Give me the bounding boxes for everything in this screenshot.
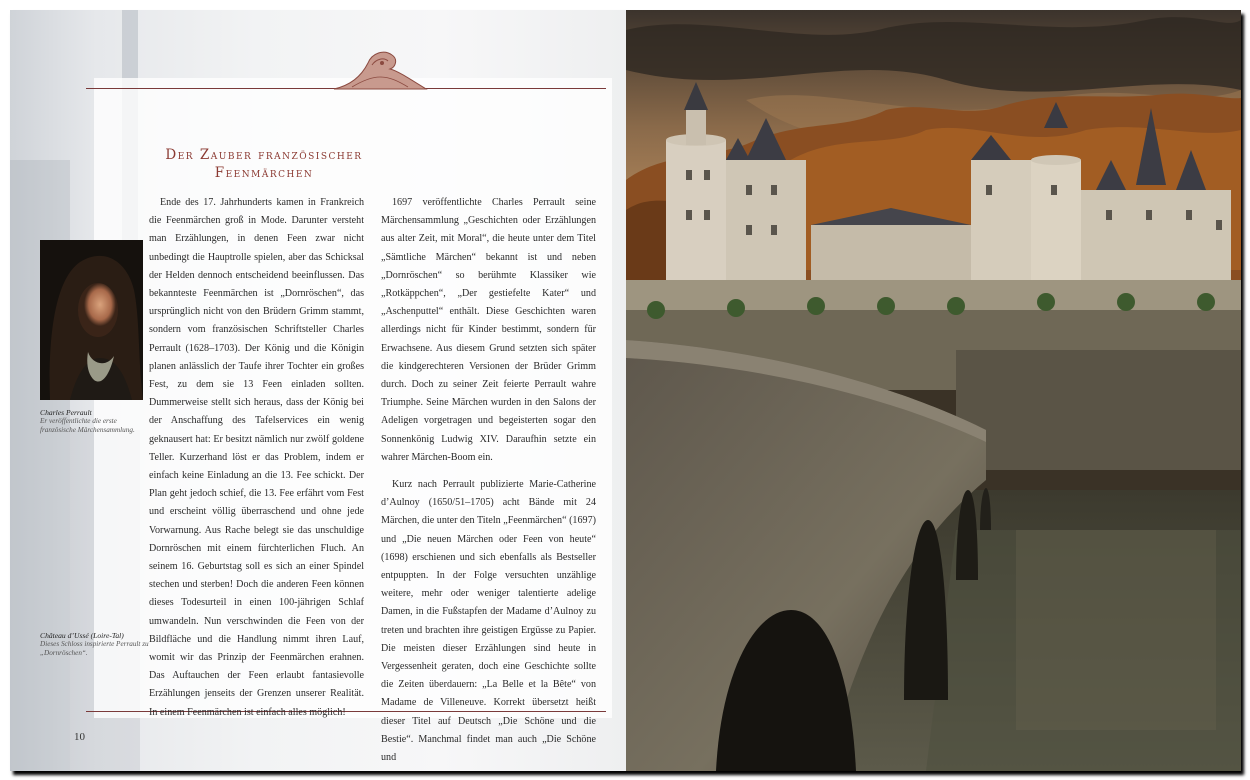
left-page [10, 10, 626, 771]
caption-perrault [40, 409, 150, 434]
caption-title: Charles Perrault [40, 408, 92, 417]
page-number: 10 [74, 731, 85, 743]
page-title [134, 146, 394, 182]
title-line-1: Der Zauber französischer [165, 147, 363, 163]
paragraph: Ende des 17. Jahrhunderts kamen in Frankreich die Feenmärchen groß in Mode. Darunter versteht man Erzählungen, in denen Feen zwar nicht unbedingt die Hauptrolle spielen, aber das Schicksal der Helden dennoch entscheidend beeinflussen. Das bekannteste Feenmärchen ist „Dornröschen“, das ursprünglich nicht von den Brüdern Grimm stammt, sondern vom französischen Schriftsteller Charles Perrault (1628–1703). Der König und die Königin planen anlässlich der Taufe ihrer Tochter ein großes Fest, zu dem sie 13 Feen einladen sollten. Dummerweise stellt sich heraus, dass der König bei der Anschaffung des Tafelservices ein wenig geknausert hat: Er besitzt nämlich nur zwölf goldene Teller. Kurzerhand löst er das Problem, indem er einfach keine Einladung an die 13. Fee schickt. Der Plan geht jedoch schief, die 13. Fee erfährt vom Fest und erscheint völlig überraschend und ohne jede Vorwarnung. Aus Rache belegt sie das unschuldige Dornröschen mit einem fürchterlichen Fluch. An seinem 16. Geburtstag soll es sich an einer Spindel stechen und sterben! Doch die anderen Feen können dieses Todesurteil in einen 100-jährigen Schlaf umwandeln. Nun verschwinden die Feen von der Bildfläche und die Handlung nimmt ihren Lauf, womit wir das Prinzip der Feenmärchen erahnen. Das Auftauchen der Feen erlaubt fantasievolle Erzählungen jenseits der Grenzen unserer Realität. In einem Feenmärchen ist einfach alles möglich! [149, 197, 364, 718]
paragraph: Kurz nach Perrault publizierte Marie-Catherine d’Aulnoy (1650/51–1705) acht Bände mit 24 Märchen, die unter den Titeln „Feenmärchen“ (1697) und „Die neuen Märchen oder Feen von heute“ (1698) erschienen und sich ebenfalls als Bestseller entpuppten. In der Folge versuchten unzählige weitere, mehr oder weniger talentierte adelige Damen, in die Fußstapfen der Madame d’Aulnoy zu treten und brachten ihre geistigen Ergüsse zu Papier. Die meisten dieser Erzählungen sind heute in Vergessenheit geraten, doch eine Geschichte sollte die Zeiten überdauern: „La Belle et la Bête“ von Madame de Villeneuve. Korrekt übersetzt heißt dieser Titel auf Deutsch „Die Schöne und die Bestie“. Manchmal findet man auch „Die Schöne und [381, 479, 596, 764]
caption-usse [40, 632, 150, 657]
text-column-1 [149, 194, 364, 722]
book-spread [10, 10, 1241, 771]
ornament-icon [332, 45, 428, 90]
paragraph: 1697 veröffentlichte Charles Perrault seine Märchensammlung „Geschichten oder Erzählungen aus alter Zeit, mit Moral“, die heute unter dem Titel „Sämtliche Märchen“ bekannt ist und neben „Dornröschen“ so berühmte Klassiker wie „Rotkäppchen“, „Der gestiefelte Kater“ und „Aschenputtel“ enthält. Diese Geschichten waren allerdings nicht für Kinder bestimmt, sondern für Erwachsene. Aus diesem Grund setzten sich später die kindgerechteren Versionen der Brüder Grimm durch. Doch zu seiner Zeit feierte Perrault wahre Triumphe. Seine Märchen wurden in den Salons der Adeligen vorgetragen und begeisterten sogar den Sonnenkönig Ludwig XIV. Daraufhin setzte ein wahrer Märchen-Boom ein. [381, 197, 596, 463]
caption-text: Er veröffentlichte die erste französische Märchensammlung. [40, 417, 135, 434]
caption-text: Dieses Schloss inspirierte Perrault zu „Dornröschen“. [40, 640, 149, 657]
caption-title: Château d’Ussé (Loire-Tal) [40, 631, 124, 640]
portrait-image [40, 240, 143, 400]
text-column-2 [381, 194, 596, 767]
title-line-2: Feenmärchen [214, 165, 314, 181]
castle-photo [626, 10, 1241, 771]
